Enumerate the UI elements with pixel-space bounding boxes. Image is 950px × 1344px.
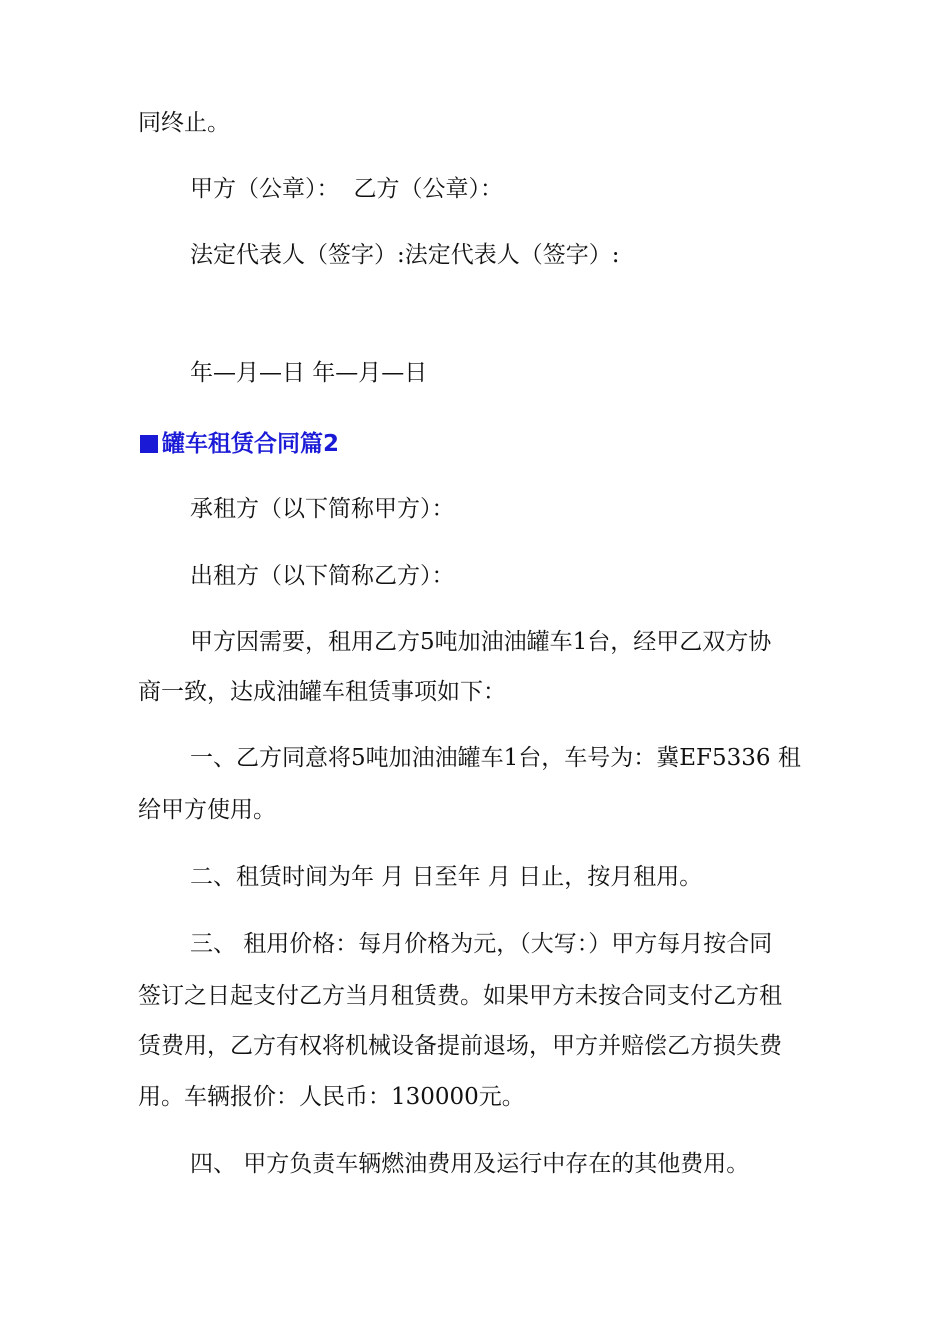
intro-line-1: 甲方因需要，租用乙方5吨加油油罐车1台，经甲乙双方协 (190, 629, 772, 655)
clause3-line-3: 赁费用，乙方有权将机械设备提前退场，甲方并赔偿乙方损失费 (138, 1033, 782, 1059)
paragraph-continuation: 同终止。 (138, 110, 230, 136)
party-b-seal-label: 乙方（公章）： (353, 176, 503, 202)
clause3-line-2: 签订之日起支付乙方当月租赁费。如果甲方未按合同支付乙方租 (138, 983, 782, 1009)
clause4-line: 四、 甲方负责车辆燃油费用及运行中存在的其他费用。 (190, 1151, 750, 1177)
lessor-line: 出租方（以下简称乙方）： (190, 563, 455, 589)
clause3-line-4: 用。车辆报价：人民币：130000元。 (138, 1084, 525, 1110)
signature-party-a-seal (190, 174, 503, 204)
signature-legal-reps: 法定代表人（签字）:法定代表人（签字）: (190, 242, 620, 268)
clause1-line-2: 给甲方使用。 (138, 797, 276, 823)
lessee-line: 承租方（以下简称甲方）： (190, 496, 455, 522)
party-a-seal-label: 甲方（公章）： (190, 176, 340, 202)
section-title: 罐车租赁合同篇2 (162, 431, 340, 457)
intro-line-2: 商一致，达成油罐车租赁事项如下： (138, 679, 506, 705)
section-heading (140, 428, 339, 460)
clause3-line-1: 三、 租用价格：每月价格为元，（大写：）甲方每月按合同 (190, 931, 773, 957)
clause2-line: 二、租赁时间为年 月 日至年 月 日止，按月租用。 (190, 864, 703, 890)
heading-square-icon (140, 435, 158, 453)
clause1-line-1: 一、乙方同意将5吨加油油罐车1台，车号为：冀EF5336 租 (190, 745, 801, 771)
signature-dates: 年—月—日 年—月—日 (190, 360, 428, 386)
